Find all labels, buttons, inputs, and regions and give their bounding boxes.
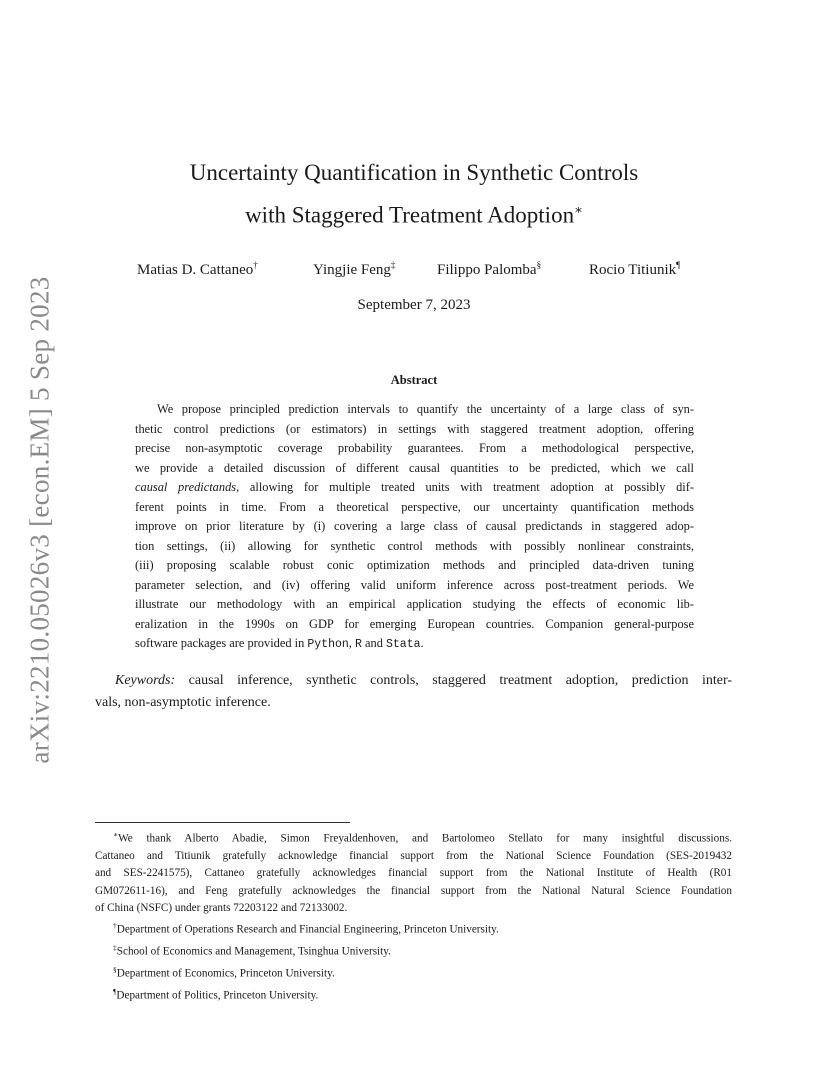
- author-name: Yingjie Feng: [313, 262, 391, 278]
- footnote-mark: †: [113, 921, 117, 931]
- abstract-line: ferent points in time. From a theoretical perspective, our uncertainty quantification methods: [135, 499, 694, 514]
- author-name: Matias D. Cattaneo: [137, 262, 254, 278]
- footnote-acknowledgment-line: [95, 826, 732, 848]
- footnote-affiliation: [95, 961, 732, 983]
- author-feng: [313, 260, 395, 279]
- author-mark: †: [253, 260, 258, 270]
- footnote-text: We thank Alberto Abadie, Simon Freyaldenhoven, and Bartolomeo Stellato for many insightful discussions.: [118, 832, 732, 845]
- abstract-line: tion settings, (ii) allowing for synthetic control methods with possibly nonlinear constraints,: [135, 538, 694, 553]
- package-r: R: [355, 638, 362, 651]
- keywords-line-2: vals, non-asymptotic inference.: [95, 695, 271, 710]
- author-name: Rocio Titiunik: [589, 262, 677, 278]
- abstract-heading: Abstract: [390, 373, 438, 387]
- abstract-line: improve on prior literature by (i) covering a large class of causal predictands in staggered adop-: [135, 519, 694, 533]
- footnote-acknowledgment-line: of China (NSFC) under grants 72203122 and 72133002.: [95, 901, 348, 914]
- footnote-mark: ∗: [113, 830, 119, 839]
- title-line-2-text: with Staggered Treatment Adoption: [245, 202, 575, 228]
- separator: ,: [348, 636, 355, 650]
- footnote-affiliation: [95, 917, 732, 939]
- period: .: [420, 636, 424, 650]
- footnotes: [95, 826, 732, 1005]
- footnote-acknowledgment-line: GM072611-16), and Feng gratefully acknowledges the financial support from the National Natural Science Foundation: [95, 884, 732, 897]
- abstract-line: we provide a detailed discussion of different causal quantities to be predicted, which we call: [135, 460, 694, 475]
- abstract-line: precise non-asymptotic coverage probability guarantees. From a methodological perspective,: [135, 441, 694, 455]
- footnote-affiliation: [95, 939, 732, 961]
- author-cattaneo: [137, 260, 258, 279]
- title-line-2: [114, 191, 714, 234]
- title-line-1: Uncertainty Quantification in Synthetic Controls: [189, 160, 639, 185]
- footnote-mark: ¶: [113, 987, 117, 997]
- separator: and: [361, 636, 386, 650]
- affiliation-text: Department of Politics, Princeton University.: [116, 990, 319, 1003]
- keywords-label: Keywords:: [115, 673, 176, 688]
- abstract-last-line: [135, 634, 694, 655]
- package-python: Python: [307, 638, 349, 651]
- keywords-text: causal inference, synthetic controls, staggered treatment adoption, prediction inter-: [175, 673, 732, 688]
- footnote-acknowledgment-line: and SES-2241575), Cattaneo gratefully acknowledges financial support from the National Institute of Health (R01: [95, 867, 732, 880]
- keywords-line-1: [95, 670, 732, 692]
- arxiv-identifier-stamp: arXiv:2210.05026v3 [econ.EM] 5 Sep 2023: [24, 276, 55, 764]
- abstract-line: parameter selection, and (iv) offering valid uniform inference across post-treatment periods. We: [135, 577, 694, 592]
- package-stata: Stata: [386, 638, 421, 651]
- author-palomba: [437, 260, 541, 279]
- affiliation-text: School of Economics and Management, Tsinghua University.: [116, 945, 391, 958]
- abstract-line: thetic control predictions (or estimators) in settings with staggered treatment adoption, offering: [135, 421, 694, 436]
- footnote-mark: ‡: [113, 943, 117, 953]
- abstract-line: [135, 478, 694, 498]
- affiliation-text: Department of Economics, Princeton University.: [116, 968, 335, 981]
- footnote-affiliation: [95, 983, 732, 1005]
- author-mark: §: [536, 260, 542, 270]
- footnote-acknowledgment-line: Cattaneo and Titiunik gratefully acknowledge financial support from the National Science Foundation (SES-2019432: [95, 850, 732, 863]
- abstract-body: [135, 400, 694, 655]
- abstract-line-rest: , allowing for multiple treated units with treatment adoption at possibly dif-: [236, 480, 694, 494]
- keywords-section: [95, 670, 732, 714]
- affiliation-text: Department of Operations Research and Financial Engineering, Princeton University.: [116, 923, 499, 936]
- publication-date: September 7, 2023: [357, 297, 471, 313]
- abstract-line: (iii) proposing scalable robust conic optimization methods and principled data-driven tuning: [135, 558, 694, 572]
- footnote-rule: [95, 822, 350, 823]
- footnote-mark: §: [113, 965, 117, 975]
- abstract-line: illustrate our methodology with an empirical application studying the effects of economic lib-: [135, 597, 694, 611]
- title-footnote-mark: ∗: [574, 202, 583, 217]
- author-mark: ¶: [676, 260, 681, 270]
- abstract-last-text: software packages are provided in: [135, 636, 308, 650]
- author-mark: ‡: [390, 260, 396, 270]
- abstract-line: eralization in the 1990s on GDP for emerging European countries. Companion general-purpose: [135, 616, 694, 631]
- causal-predictands-emphasis: causal predictands: [135, 480, 237, 494]
- author-titiunik: [589, 260, 680, 279]
- abstract-line: We propose principled prediction intervals to quantify the uncertainty of a large class of syn-: [157, 402, 694, 416]
- paper-title: [114, 154, 714, 234]
- author-name: Filippo Palomba: [437, 262, 537, 278]
